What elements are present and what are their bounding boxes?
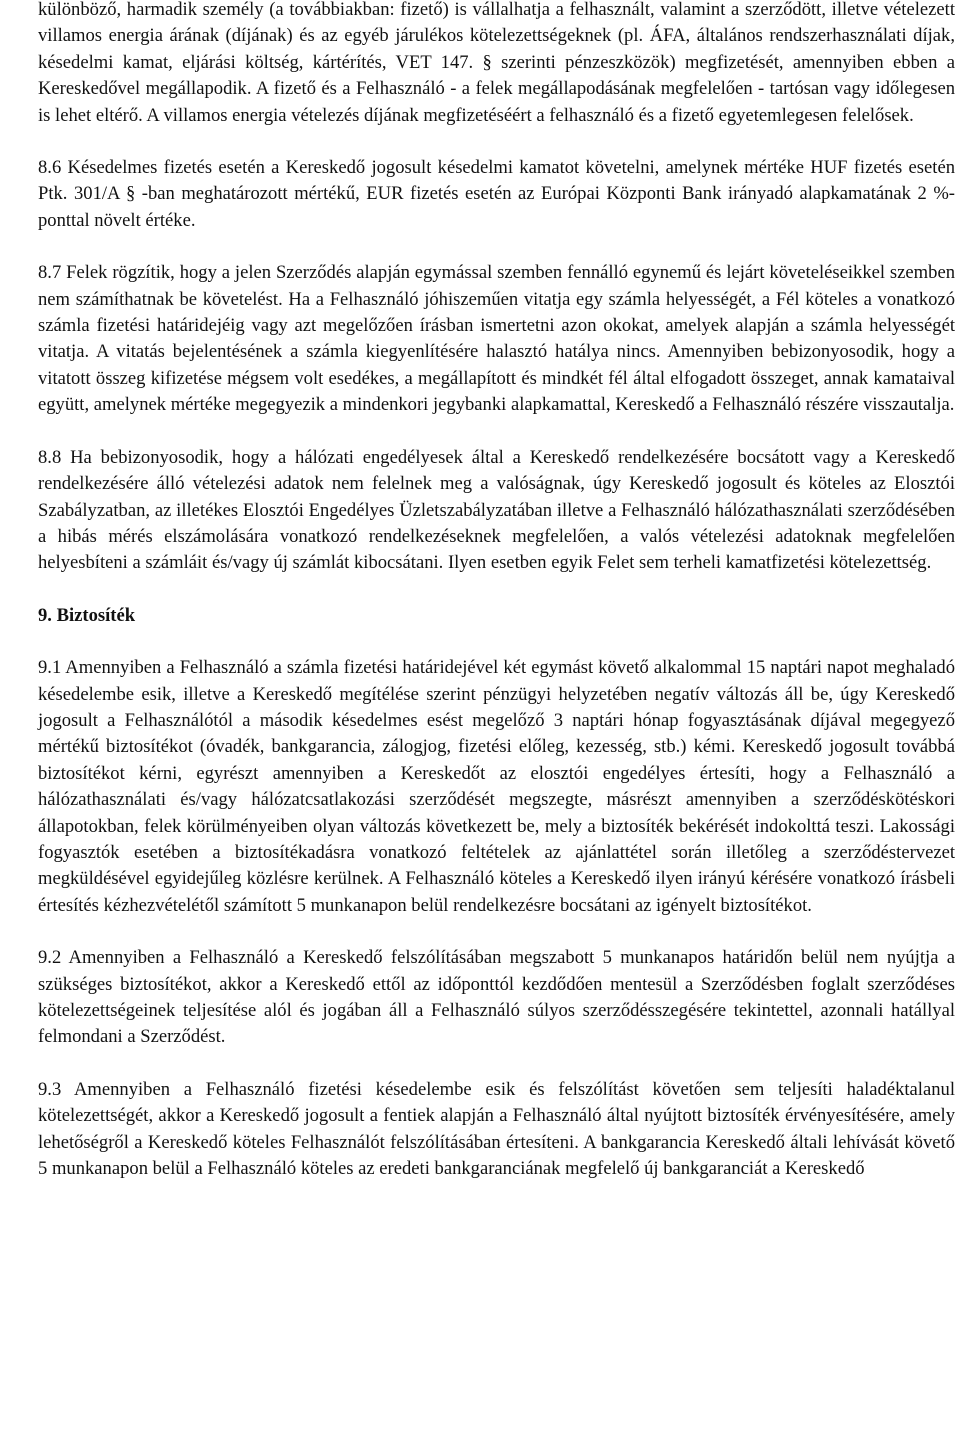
section-number: 8.7 (38, 262, 62, 284)
section-heading-9: 9. Biztosíték (38, 604, 136, 626)
document-page (38, 0, 955, 1182)
paragraph-9-1 (38, 655, 955, 919)
section-number: 9.1 (38, 657, 62, 679)
paragraph-8-6 (38, 155, 955, 234)
paragraph-text: Ha bebizonyosodik, hogy a hálózati engedélyesek által a Kereskedő rendelkezésére bocsátott vagy a Kereskedő rendelkezésére álló vételezési adatok nem felelnek meg a valóságnak, úgy Kereskedő jogosult és köteles az Elosztói Szabályzatban, az illetékes Elosztói Engedélyes Üzletszabályzatában illetve a Felhasználó hálózathasználati szerződésében a hibás mérés elszámolására vonatkozó rendelkezéseknek megfelelően, a valós vételezési adatoknak megfelelően helyesbíteni a számláit és/vagy új számlát kibocsátani. Ilyen esetben egyik Felet sem terheli kamatfizetési kötelezettség. (38, 446, 955, 574)
paragraph-text: Amennyiben a Felhasználó a számla fizetési határidejével két egymást követő alkalommal 15 naptári napot meghaladó késedelembe esik, illetve a Kereskedő megítélése szerint pénzügyi helyzetében negatív változás áll be, úgy Kereskedő jogosult a Felhasználótól a második késedelmes esést megelőző 3 naptári hónap fogyasztásának díjával megegyező mértékű biztosítékot (óvadék, bankgarancia, zálogjog, fizetési előleg, kezesség, stb.) kémi. Kereskedő jogosult továbbá biztosítékot kérni, egyrészt amennyiben a Kereskedőt az elosztói engedélyes értesíti, hogy a Felhasználó a hálózathasználati és/vagy hálózatcsatlakozási szerződését megszegte, másrészt amennyiben a szerződéskötéskori állapotokban, felek körülményeiben olyan változás következett be, mely a biztosíték bekérését indokolttá teszi. Lakossági fogyasztók esetében a biztosítékadásra vonatkozó feltételek az ajánlattétel során illetőleg a szerződéstervezet megküldésével egyidejűleg közlésre kerülnek. A Felhasználó köteles a Kereskedő ilyen irányú kérésére vonatkozó írásbeli értesítés kézhezvételétől számított 5 munkanapon belül rendelkezésre bocsátani az igényelt biztosítékot. (38, 657, 956, 916)
section-number: 8.6 (38, 157, 62, 179)
section-number: 9.2 (38, 947, 62, 969)
paragraph-text: Késedelmes fizetés esetén a Kereskedő jogosult késedelmi kamatot követelni, amelynek mértéke HUF fizetés esetén Ptk. 301/A § -ban meghatározott mértékű, EUR fizetés esetén az Európai Központi Bank irányadó alapkamatának 2 %-ponttal növelt értéke. (38, 157, 955, 231)
paragraph-9-3 (38, 1077, 955, 1183)
paragraph-9-2 (38, 945, 955, 1051)
paragraph-continuation: különböző, harmadik személy (a továbbiakban: fizető) is vállalhatja a felhasznált, valamint a szerződött, illetve vételezett villamos energia árának (díjának) és az egyéb járulékos kötelezettségeknek (pl. ÁFA, általános rendszerhasználati díjak, késedelmi kamat, eljárási költség, kártérítés, VET 147. § szerinti pénzeszközök) megfizetését, amennyiben ebben a Kereskedővel megállapodik. A fizető és a Felhasználó - a felek megállapodásának megfelelően - tartósan vagy időlegesen is lehet eltérő. A villamos energia vételezés díjának megfizetéséért a felhasználó és a fizető egyetemlegesen felelősek. (38, 0, 955, 126)
paragraph-8-8 (38, 445, 955, 577)
paragraph-text: Amennyiben a Felhasználó fizetési késedelembe esik és felszólítást követően sem teljesíti haladéktalanul kötelezettségét, akkor a Kereskedő jogosult a fentiek alapján a Felhasználó által nyújtott biztosíték érvényesítésére, amely lehetőségről a Kereskedő köteles Felhasználót felszólításában értesíteni. A bankgarancia Kereskedő általi lehívását követő 5 munkanapon belül a Felhasználó köteles az eredeti bankgaranciának megfelelő új bankgaranciát a Kereskedő (38, 1078, 955, 1180)
section-number: 8.8 (38, 446, 62, 468)
paragraph-8-7 (38, 260, 955, 418)
paragraph-text: Felek rögzítik, hogy a jelen Szerződés alapján egymással szemben fennálló egynemű és lejárt követeléseikkel szemben nem számíthatnak be követelést. Ha a Felhasználó jóhiszeműen vitatja egy számla helyességét, a Fél köteles a vonatkozó számla fizetési határidejéig vagy azt megelőzően írásban ismertetni azon okokat, amelyek alapján a számla helyességét vitatja. A vitatás bejelentésének a számla kiegyenlítésére halasztó hatálya nincs. Amennyiben bebizonyosodik, hogy a vitatott összeg kifizetése mégsem volt esedékes, a megállapított és mindkét fél által elfogadott összeget, annak kamataival együtt, amelynek mértéke megegyezik a mindenkori jegybanki alapkamattal, Kereskedő a Felhasználó részére visszautalja. (38, 262, 955, 416)
paragraph-text: Amennyiben a Felhasználó a Kereskedő felszólításában megszabott 5 munkanapos határidőn belül nem nyújtja a szükséges biztosítékot, akkor a Kereskedő ettől az időponttól kezdődően mentesül a Szerződésben foglalt szerződéses kötelezettségeinek teljesítése alól és jogában áll a Felhasználó súlyos szerződésszegésére tekintettel, azonnali hatállyal felmondani a Szerződést. (38, 947, 956, 1048)
section-number: 9.3 (38, 1078, 62, 1100)
